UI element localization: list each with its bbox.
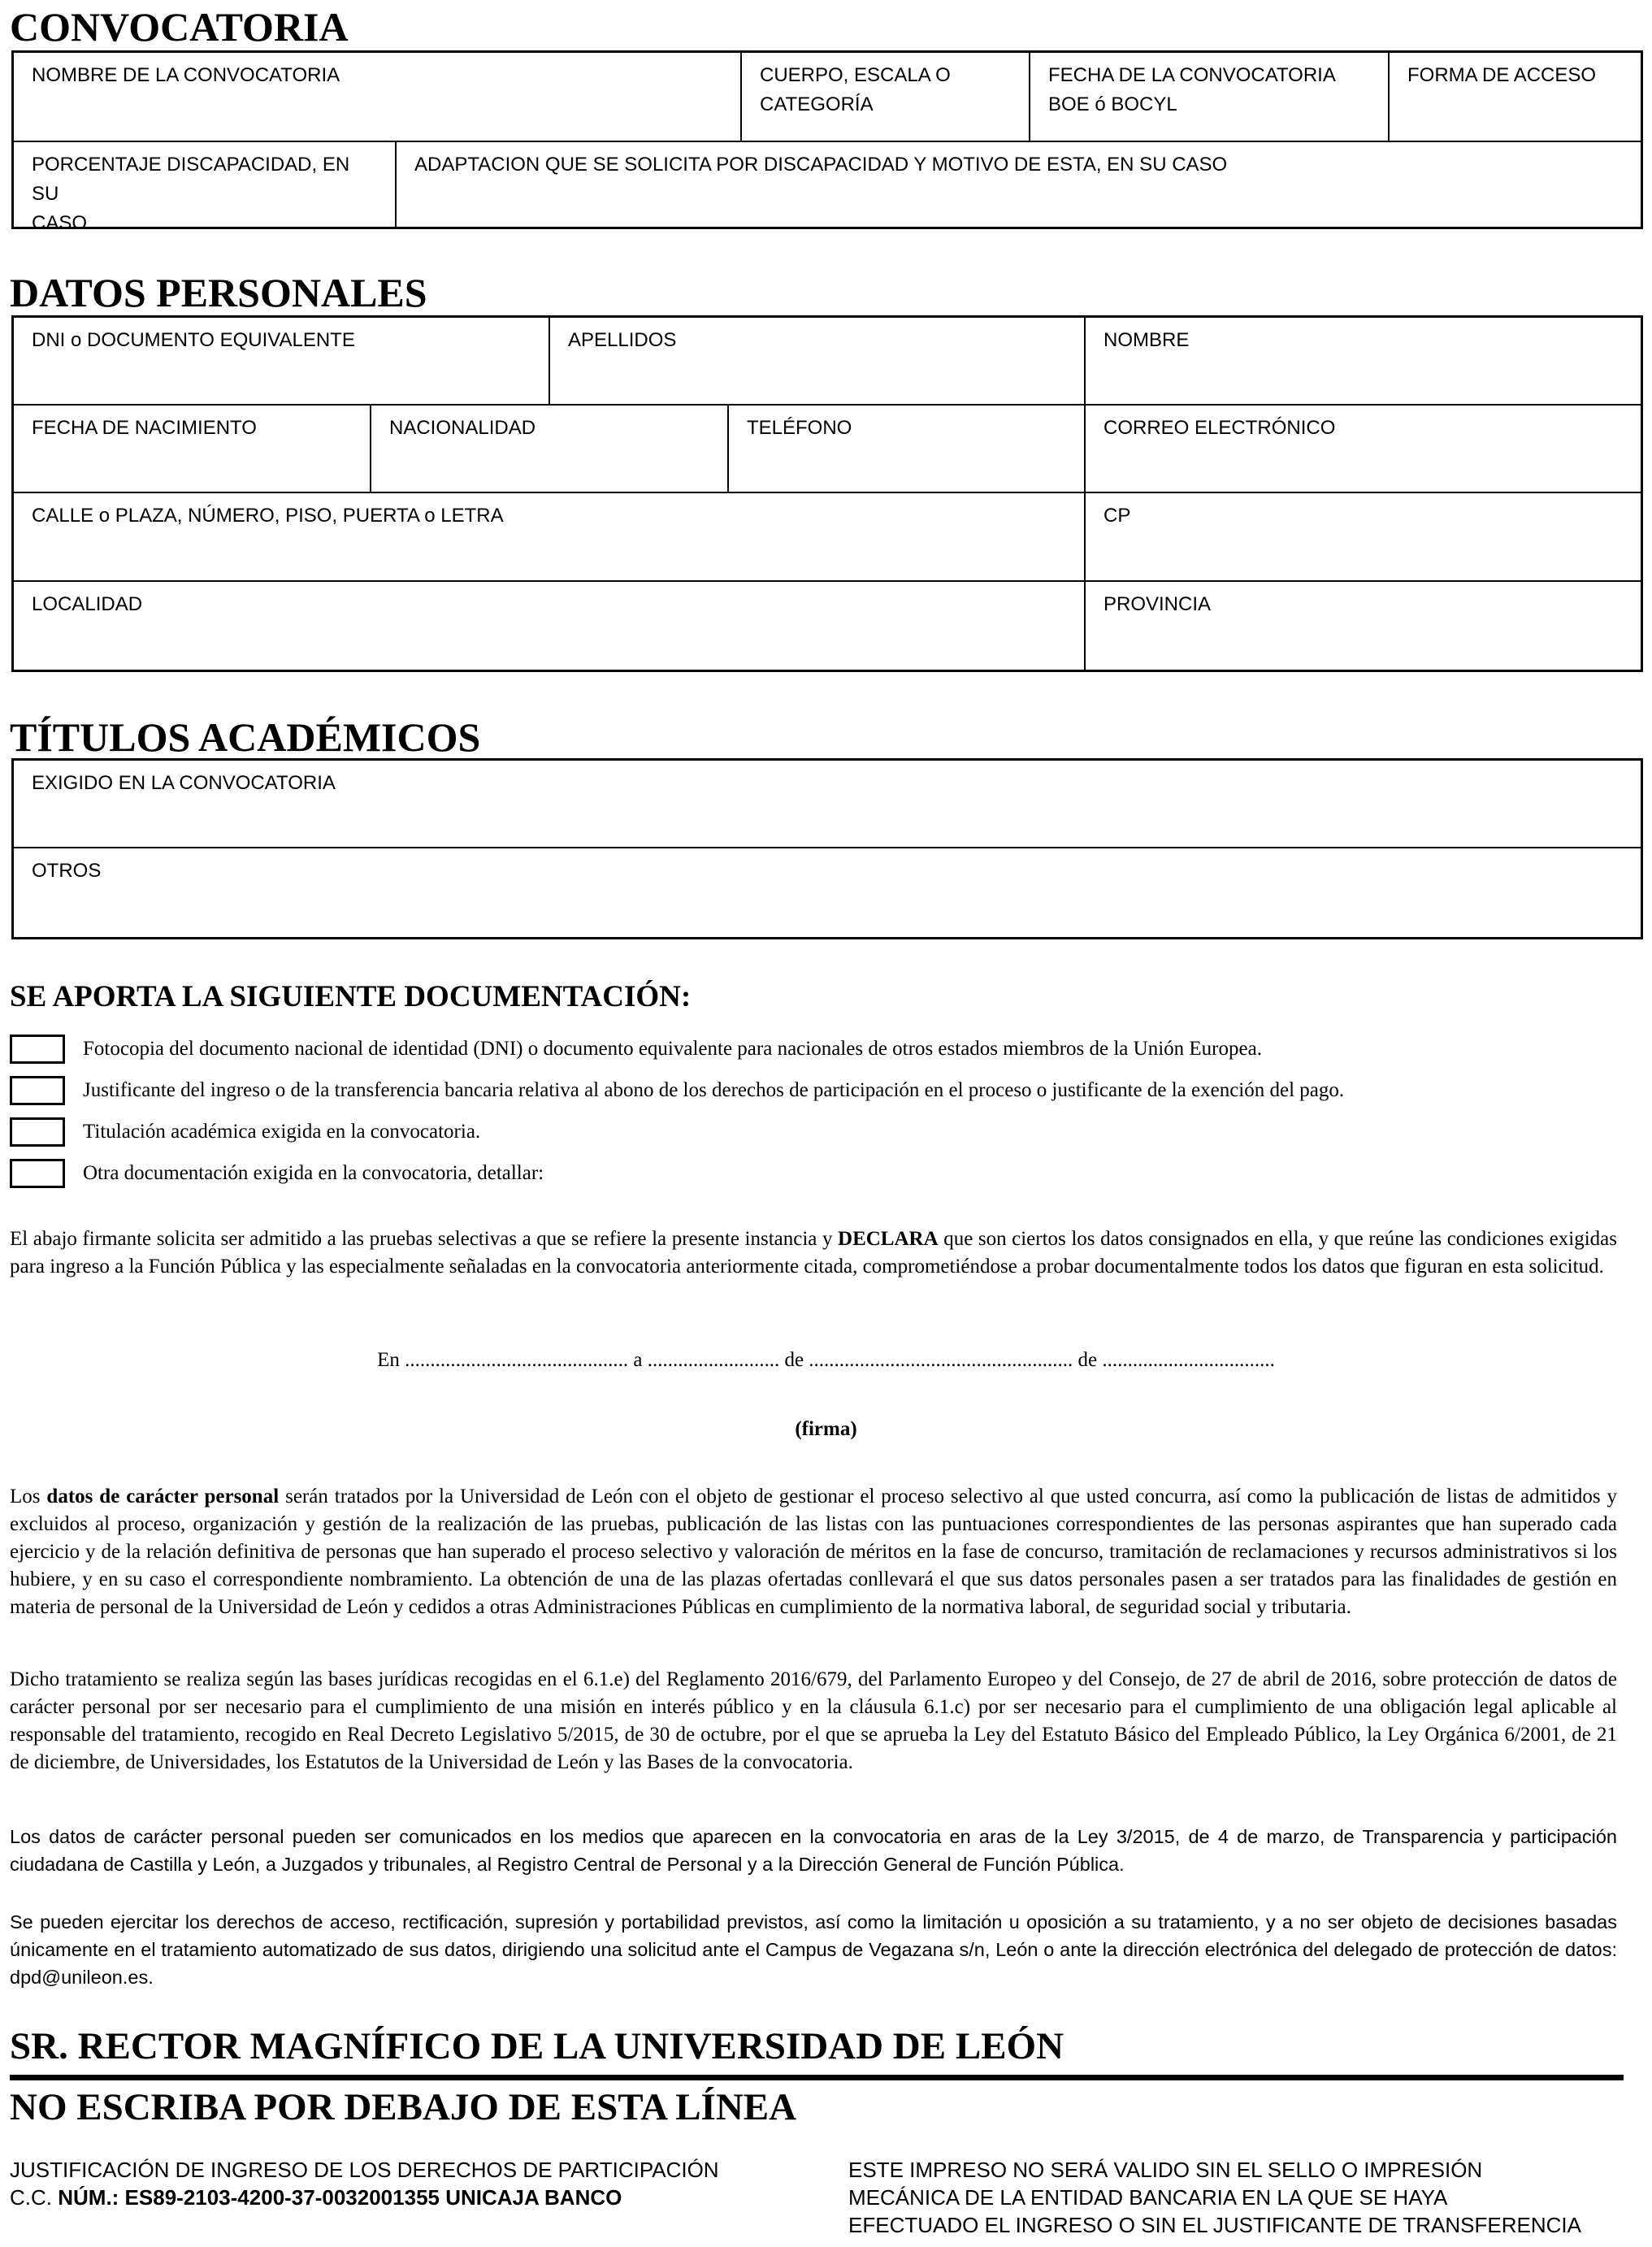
declaracion-text: que son ciertos los datos consignados en ella, y que reúne las condiciones exigidas para ingreso a la Función Pública y las especialmente señaladas en la convocatoria anteriormente citada, comprometiéndose a probar documentalmente todos los datos que figuran en esta solicitud. bbox=[10, 1228, 1617, 1277]
doc-item-label: Otra documentación exigida en la convocatoria, detallar: bbox=[83, 1161, 544, 1184]
convocatoria-row-2 bbox=[14, 142, 1641, 234]
field-label: EXIGIDO EN LA CONVOCATORIA bbox=[32, 772, 336, 794]
field-provincia[interactable] bbox=[1086, 582, 1641, 670]
doc-item-label: Titulación académica exigida en la convocatoria. bbox=[83, 1120, 481, 1143]
proteccion-paragraph-2: Dicho tratamiento se realiza según las bases jurídicas recogidas en el 6.1.e) del Reglamento 2016/679, del Parlamento Europeo y del Consejo, de 27 de abril de 2016, sobre protección de datos de carácter personal por ser necesario para el cumplimiento de una misión en interés público y en la cláusula 6.1.c) por ser necesario para el cumplimiento de una obligación legal aplicable al responsable del tratamiento, recogido en Real Decreto Legislativo 5/2015, de 30 de octubre, por el que se aprueba la Ley del Estatuto Básico del Empleado Público, la Ley Orgánica 6/2001, de 21 de diciembre, de Universidades, los Estatutos de la Universidad de León y las Bases de la convocatoria. bbox=[10, 1668, 1617, 1773]
field-porcentaje-discapacidad[interactable] bbox=[14, 142, 397, 234]
field-label: CASO bbox=[32, 212, 88, 234]
field-label: CUERPO, ESCALA O bbox=[760, 64, 951, 86]
footer-aviso bbox=[848, 2156, 1581, 2239]
field-label: APELLIDOS bbox=[568, 329, 677, 351]
footer-cuenta-numero: NÚM.: ES89-2103-4200-37-0032001355 UNICAJA BANCO bbox=[58, 2185, 622, 2210]
field-label: NOMBRE bbox=[1104, 329, 1190, 351]
footer-aviso-line: MECÁNICA DE LA ENTIDAD BANCARIA EN LA QUE SE HAYA bbox=[848, 2185, 1448, 2210]
section-title-documentacion: SE APORTA LA SIGUIENTE DOCUMENTACIÓN: bbox=[10, 980, 692, 1013]
field-label: CATEGORÍA bbox=[760, 93, 874, 115]
declaracion-text: El abajo firmante solicita ser admitido a las pruebas selectivas a que se refiere la presente instancia y bbox=[10, 1228, 839, 1250]
field-label: NACIONALIDAD bbox=[389, 417, 536, 439]
proteccion-paragraph-4: Se pueden ejercitar los derechos de acceso, rectificación, supresión y portabilidad previstos, así como la limitación u oposición a su tratamiento, y a no ser objeto de decisiones basadas únicamente en el tratamiento automatizado de sus datos, dirigiendo una solicitud ante el Campus de Vegazana s/n, León o ante la dirección electrónica del delegado de protección de datos: dpd@unileon.es. bbox=[10, 1911, 1617, 1988]
divider-line bbox=[10, 2075, 1624, 2080]
footer-cuenta-prefix: C.C. bbox=[10, 2185, 59, 2210]
section-title-titulos: TÍTULOS ACADÉMICOS bbox=[10, 714, 481, 760]
field-label: CORREO ELECTRÓNICO bbox=[1104, 417, 1336, 439]
convocatoria-row-1 bbox=[14, 53, 1641, 142]
titulos-row-2 bbox=[14, 848, 1641, 937]
datos-personales-grid bbox=[11, 315, 1643, 672]
field-apellidos[interactable] bbox=[550, 318, 1086, 404]
destinatario-heading: SR. RECTOR MAGNÍFICO DE LA UNIVERSIDAD DE LEÓN bbox=[10, 2025, 1064, 2067]
field-nombre-convocatoria[interactable] bbox=[14, 53, 742, 141]
proteccion-paragraph-1 bbox=[10, 1483, 1617, 1621]
doc-item-titulacion bbox=[10, 1111, 1643, 1152]
declaracion-paragraph bbox=[10, 1225, 1617, 1281]
field-titulo-otros[interactable] bbox=[14, 848, 1641, 937]
field-label: FECHA DE NACIMIENTO bbox=[32, 417, 257, 439]
field-adaptacion[interactable] bbox=[397, 142, 1641, 227]
field-label: ADAPTACION QUE SE SOLICITA POR DISCAPACIDAD Y MOTIVO DE ESTA, EN SU CASO bbox=[414, 154, 1228, 176]
no-escriba-heading: NO ESCRIBA POR DEBAJO DE ESTA LÍNEA bbox=[10, 2086, 797, 2128]
field-forma-acceso[interactable] bbox=[1390, 53, 1641, 141]
footer-justificacion-line: JUSTIFICACIÓN DE INGRESO DE LOS DERECHOS DE PARTICIPACIÓN bbox=[10, 2158, 719, 2182]
titulos-grid bbox=[11, 758, 1643, 939]
field-label: BOE ó BOCYL bbox=[1048, 93, 1177, 115]
field-label: FECHA DE LA CONVOCATORIA bbox=[1048, 64, 1336, 86]
checkbox-justificante[interactable] bbox=[10, 1076, 65, 1105]
firma-label: (firma) bbox=[795, 1418, 857, 1440]
convocatoria-grid bbox=[11, 50, 1643, 234]
proteccion-bold: datos de carácter personal bbox=[46, 1486, 280, 1507]
proteccion-paragraph-3: Los datos de carácter personal pueden ser comunicados en los medios que aparecen en la convocatoria en aras de la Ley 3/2015, de 4 de marzo, de Transparencia y participación ciudadana de Castilla y León, a Juzgados y tribunales, al Registro Central de Personal y a la Dirección General de Función Pública. bbox=[10, 1826, 1617, 1875]
field-label: NOMBRE DE LA CONVOCATORIA bbox=[32, 64, 340, 86]
field-label: PROVINCIA bbox=[1104, 593, 1212, 615]
field-titulo-exigido[interactable] bbox=[14, 761, 1641, 847]
field-fecha-convocatoria[interactable] bbox=[1030, 53, 1390, 141]
field-label: TELÉFONO bbox=[747, 417, 852, 439]
checkbox-otra[interactable] bbox=[10, 1159, 65, 1188]
field-dni[interactable] bbox=[14, 318, 550, 404]
field-label: LOCALIDAD bbox=[32, 593, 143, 615]
footer-justificacion bbox=[10, 2156, 719, 2211]
footer-aviso-line: ESTE IMPRESO NO SERÁ VALIDO SIN EL SELLO O IMPRESIÓN bbox=[848, 2158, 1483, 2182]
section-title-datos-personales: DATOS PERSONALES bbox=[10, 270, 427, 315]
proteccion-text: serán tratados por la Universidad de León con el objeto de gestionar el proceso selectivo al que usted concurra, así como la publicación de listas de admitidos y excluidos al proceso, organización y gestión de la realización de las pruebas, publicación de las listas con las puntuaciones correspondientes de las personas aspirantes que han superado cada ejercicio y de la relación definitiva de personas que han superado el proceso selectivo y valoración de méritos en la fase de concurso, tramitación de reclamaciones y recursos administrativos si los hubiere, y en su caso el correspondiente nombramiento. La obtención de una de las plazas ofertadas conllevará el que sus datos personales pasen a ser tratados para las finalidades de gestión en materia de personal de la Universidad de León y cedidos a otras Administraciones Públicas en cumplimiento de la normativa laboral, de seguridad social y tributaria. bbox=[10, 1486, 1618, 1618]
field-localidad[interactable] bbox=[14, 582, 1086, 670]
fecha-lugar-line[interactable]: En ............................................ a .......................... de .................................................... de .................................. bbox=[377, 1349, 1275, 1371]
field-label: CP bbox=[1104, 505, 1131, 527]
checkbox-dni[interactable] bbox=[10, 1035, 65, 1064]
field-nombre[interactable] bbox=[1086, 318, 1641, 404]
field-fecha-nacimiento[interactable] bbox=[14, 406, 371, 492]
footer-aviso-line: EFECTUADO EL INGRESO O SIN EL JUSTIFICANTE DE TRANSFERENCIA bbox=[848, 2213, 1581, 2237]
field-label: PORCENTAJE DISCAPACIDAD, EN SU bbox=[32, 154, 350, 205]
field-label: CALLE o PLAZA, NÚMERO, PISO, PUERTA o LETRA bbox=[32, 505, 504, 527]
datos-row-3 bbox=[14, 493, 1641, 582]
footer-cuenta-line bbox=[10, 2184, 719, 2211]
doc-item-justificante bbox=[10, 1069, 1643, 1111]
field-calle[interactable] bbox=[14, 493, 1086, 580]
datos-row-2 bbox=[14, 406, 1641, 493]
field-label: OTROS bbox=[32, 860, 102, 882]
datos-row-1 bbox=[14, 318, 1641, 406]
documentacion-checklist bbox=[10, 1028, 1643, 1194]
doc-item-dni bbox=[10, 1028, 1643, 1069]
doc-item-label: Fotocopia del documento nacional de identidad (DNI) o documento equivalente para nacionales de otros estados miembros de la Unión Europea. bbox=[83, 1037, 1262, 1060]
proteccion-text: Los bbox=[10, 1486, 47, 1507]
doc-item-otra bbox=[10, 1152, 1643, 1194]
field-label: DNI o DOCUMENTO EQUIVALENTE bbox=[32, 329, 355, 351]
titulos-row-1 bbox=[14, 761, 1641, 848]
field-correo[interactable] bbox=[1086, 406, 1641, 492]
field-label: FORMA DE ACCESO bbox=[1407, 64, 1597, 86]
field-cp[interactable] bbox=[1086, 493, 1641, 580]
declaracion-bold: DECLARA bbox=[838, 1228, 939, 1250]
checkbox-titulacion[interactable] bbox=[10, 1117, 65, 1147]
field-cuerpo-escala[interactable] bbox=[742, 53, 1030, 141]
field-telefono[interactable] bbox=[729, 406, 1086, 492]
doc-item-label: Justificante del ingreso o de la transferencia bancaria relativa al abono de los derechos de participación en el proceso o justificante de la exención del pago. bbox=[83, 1078, 1345, 1101]
datos-row-4 bbox=[14, 582, 1641, 670]
field-nacionalidad[interactable] bbox=[371, 406, 729, 492]
section-title-convocatoria: CONVOCATORIA bbox=[10, 4, 349, 50]
